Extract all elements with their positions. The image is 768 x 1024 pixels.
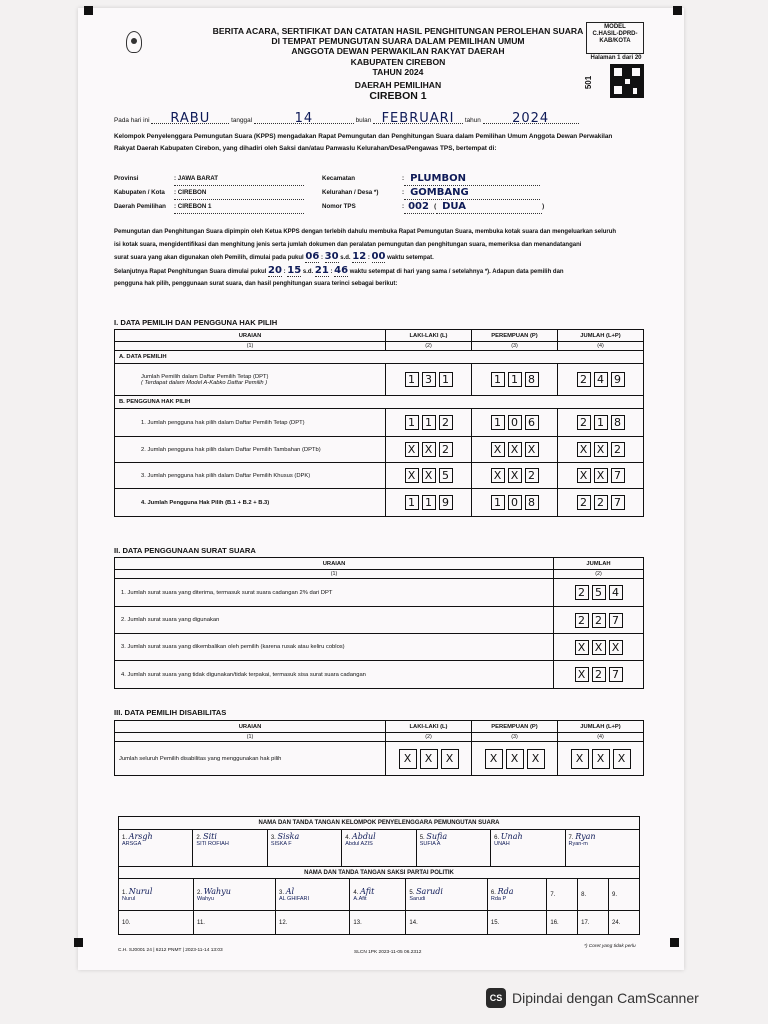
table-row: Jumlah Pemilih dalam Daftar Pemilih Tetap (DPT) ( Terdapat dalam Model A-Kabko Daftar Pemilih ) 1 3 1 1 1 8 2 4 9 [115, 364, 644, 396]
kpps-signature-row [119, 830, 640, 867]
month-field: FEBRUARI [373, 114, 463, 124]
digit-box: X [491, 442, 505, 457]
digit-box: 1 [439, 372, 453, 387]
digit-box: 5 [439, 468, 453, 483]
digit-box: 1 [422, 415, 436, 430]
table-row: 1. Jumlah pengguna hak pilih dalam Daftar Pemilih Tetap (DPT) 1 1 2 1 0 6 2 1 8 [115, 409, 644, 437]
digit-box: 1 [508, 372, 522, 387]
digit-box: 1 [405, 415, 419, 430]
digit-box: X [405, 442, 419, 457]
kpps-signature: 4. Abdul Abdul AZIS [342, 830, 416, 866]
table-row: 4. Jumlah Pengguna Hak Pilih (B.1 + B.2 + B.3) 1 1 9 1 0 8 2 2 7 [115, 489, 644, 517]
camscanner-logo-icon: CS [486, 988, 506, 1008]
date-field: 14 [254, 114, 354, 124]
digit-box: 6 [525, 415, 539, 430]
digit-box: 7 [611, 495, 625, 510]
footer-note: *) Coret yang tidak perlu [584, 944, 636, 949]
page-count: Halaman 1 dari 20 [590, 55, 642, 61]
disability-table: URAIAN LAKI-LAKI (L) PEREMPUAN (P) JUMLAH (L+P) (1) (2) (3) (4) Jumlah seluruh Pemilih disabilitas yang menggunakan hak pilih X X X X X X X X X [114, 720, 644, 776]
form-header: BERITA ACARA, SERTIFIKAT DAN CATATAN HASIL PENGHITUNGAN PEROLEHAN SUARA DI TEMPAT PEMUNGUTAN SUARA DALAM PEMILIHAN UMUM ANGGOTA DEWAN PERWAKILAN RAKYAT DAERAH KABUPATEN CIREBON TAHUN 2024 DAERAH PEMILIHAN CIREBON 1 [198, 26, 598, 103]
digit-box: 2 [575, 585, 589, 600]
digit-box: 2 [611, 442, 625, 457]
corner-marker [673, 6, 682, 15]
digit-box: X [613, 749, 631, 769]
voter-data-table: URAIAN LAKI-LAKI (L) PEREMPUAN (P) JUMLAH (L+P) (1) (2) (3) (4) A. DATA PEMILIH Jumlah Pemilih dalam Daftar Pemilih Tetap (DPT) ( Terdapat dalam Model A-Kabko Daftar Pemilih ) 1 3 1 1 1 8 2 4 9 B. PENGGUNA HAK PILIH 1. Jumlah pengguna hak pilih dalam Daftar Pemilih Tetap (DPT) 1 1 2 1 0 6 2 1 8 2. Jumlah pengguna hak pilih dalam Daftar Pemilih Tambahan (DPTb) X X 2 X X X X X 2 3. Jumlah pengguna hak pilih dalam Daftar Pemilih Khusus (DPK) X X 5 X X 2 X X 7 4. Jumlah Pengguna Hak Pilih (B.1 + B.2 + B.3) 1 1 9 1 0 8 2 2 7 [114, 329, 644, 517]
section-2-title: II. DATA PENGGUNAAN SURAT SUARA [114, 546, 256, 555]
saksi-signature: 2. Wahyu Wahyu [194, 879, 276, 911]
footer-center: SLCN 1PK 2023-11-05 06.2312 [354, 950, 422, 955]
digit-box: X [571, 749, 589, 769]
table-row: Jumlah seluruh Pemilih disabilitas yang menggunakan hak pilih X X X X X X X X X [115, 742, 644, 776]
digit-box: 2 [577, 415, 591, 430]
tps-words-field: DUA [436, 200, 542, 214]
digit-box: 1 [405, 372, 419, 387]
tps-number-field: 002 [404, 200, 434, 214]
digit-box: 2 [577, 495, 591, 510]
footer-left: C.H. SJ0001 24 | 6212 PNMT | 2023-11-14 13:03 [118, 948, 223, 953]
saksi-signature: 5. Sarudi Sarudi [406, 879, 488, 911]
digit-box: X [592, 749, 610, 769]
kecamatan-field: PLUMBON [404, 172, 540, 186]
table-row: 3. Jumlah surat suara yang dikembalikan oleh pemilih (karena rusak atau keliru coblos) X X X [115, 634, 644, 661]
saksi-signature-row [119, 879, 640, 911]
form-code: 501 [584, 75, 594, 90]
digit-box: 4 [594, 372, 608, 387]
digit-box: X [491, 468, 505, 483]
saksi-signature: 4. Afit A.Afit [350, 879, 406, 911]
date-line: Pada hari ini RABU tanggal 14 bulan FEBRUARI tahun 2024 [114, 114, 674, 125]
garuda-emblem-icon [126, 31, 142, 53]
section-1-title: I. DATA PEMILIH DAN PENGGUNA HAK PILIH [114, 318, 278, 327]
digit-box: X [527, 749, 545, 769]
digit-box: 7 [611, 468, 625, 483]
digit-box: 2 [592, 613, 606, 628]
day-field: RABU [151, 114, 229, 124]
digit-box: 5 [592, 585, 606, 600]
digit-box: 8 [525, 495, 539, 510]
digit-box: 0 [508, 415, 522, 430]
digit-box: 3 [422, 372, 436, 387]
corner-marker [74, 938, 83, 947]
digit-box: X [508, 468, 522, 483]
digit-box: X [577, 442, 591, 457]
digit-box: 2 [439, 442, 453, 457]
digit-box: 2 [594, 495, 608, 510]
saksi-signature: 9. [608, 879, 639, 911]
kelurahan-field: GOMBANG [404, 186, 540, 200]
digit-box: X [575, 640, 589, 655]
corner-marker [670, 938, 679, 947]
start-minute: 30 [324, 251, 339, 262]
kpps-signature: 2. Siti SITI ROFIAH [193, 830, 267, 866]
digit-box: X [405, 468, 419, 483]
qr-code-icon [610, 64, 644, 98]
corner-marker [84, 6, 93, 15]
document-page [78, 8, 684, 970]
year-field: 2024 [483, 114, 579, 124]
digit-box: X [399, 749, 417, 769]
saksi-signature: 3. Al AL GHIFARI [276, 879, 350, 911]
digit-box: 1 [405, 495, 419, 510]
digit-box: 8 [611, 415, 625, 430]
digit-box: 1 [491, 415, 505, 430]
digit-box: 2 [577, 372, 591, 387]
camscanner-watermark: CS Dipindai dengan CamScanner [486, 988, 699, 1008]
end-hour: 12 [352, 251, 367, 262]
table-row: 1. Jumlah surat suara yang diterima, termasuk surat suara cadangan 2% dari DPT 2 5 4 [115, 579, 644, 607]
digit-box: X [422, 468, 436, 483]
digit-box: 2 [592, 667, 606, 682]
saksi-signature: 6. Rda Rda P [487, 879, 546, 911]
table-row: 4. Jumlah surat suara yang tidak digunakan/tidak terpakai, termasuk sisa surat suara cadangan X 2 7 [115, 661, 644, 689]
saksi-signature: 1. Nurul Nurul [119, 879, 194, 911]
digit-box: X [594, 468, 608, 483]
digit-box: X [422, 442, 436, 457]
digit-box: 2 [439, 415, 453, 430]
kpps-signature: 6. Unah UNAH [491, 830, 565, 866]
digit-box: X [592, 640, 606, 655]
digit-box: 8 [525, 372, 539, 387]
table-row: 2. Jumlah pengguna hak pilih dalam Daftar Pemilih Tambahan (DPTb) X X 2 X X X X X 2 [115, 437, 644, 463]
digit-box: 4 [609, 585, 623, 600]
digit-box: X [525, 442, 539, 457]
kpps-signature: 1. Arsgh ARSGA [119, 830, 193, 866]
intro-paragraph: Kelompok Penyelenggara Pemungutan Suara (KPPS) mengadakan Rapat Pemungutan dan Penghitungan Suara dalam Pemilihan Umum Anggota Dewan Perwakilan Rakyat Daerah Kabupaten Cirebon, yang dihadiri oleh Saksi dan/atau Panwaslu Kelurahan/Desa/Pengawas TPS, bertempat di: [114, 133, 613, 152]
timing-paragraph: Pemungutan dan Penghitungan Suara dipimpin oleh Ketua KPPS dengan terlebih dahulu membuka Rapat Pemungutan Suara, membuka kotak suara dan mengeluarkan seluruh isi kotak suara, mengidentifikasi dan menghitung jenis serta jumlah dokumen dan peralatan pemungutan dan penghitungan suara, memeriksa dan menandatangani surat suara yang akan digunakan oleh Pemilih, dimulai pada pukul 06 : 30 s.d. 12 : 00 waktu setempat. Selanjutnya Rapat Penghitungan Suara dimulai pukul 20 : 15 s.d. 21 : 46 waktu setempat di hari yang sama / setelahnya *). Adapun data pemilih dan pengguna hak pilih, penggunaan surat suara, dan hasil penghitungan suara terinci sebagai berikut: [114, 229, 617, 287]
kpps-signature: 7. Ryan Ryan-m [568, 832, 596, 847]
digit-box: 7 [609, 667, 623, 682]
signature-table: NAMA DAN TANDA TANGAN KELOMPOK PENYELENGGARA PEMUNGUTAN SUARA 1. Arsgh ARSGA 2. Siti SITI ROFIAH 3. Siska SISKA F 4. Abdul Abdul AZIS 5. Sufia SUFIA A 6. Unah UNAH 7. Ryan Ryan-m NAMA DAN TANDA TANGAN SAKSI PARTAI POLITIK 1. Nurul Nurul 2. Wahyu Wahyu 3. Al AL GHIFARI 4. Afit A.Afit 5. Sarudi Sarudi 6. Rda Rda P 7. 8. 9. 10. 11. 12. 13. 14. 15. 16. 17. 24. [118, 816, 640, 935]
count-start-minute: 15 [287, 264, 302, 276]
ballot-usage-table: URAIAN JUMLAH (1) (2) 1. Jumlah surat suara yang diterima, termasuk surat suara cadangan 2% dari DPT 2 5 4 2. Jumlah surat suara yang digunakan 2 2 7 3. Jumlah surat suara yang dikembalikan oleh pemilih (karena rusak atau keliru coblos) X X X 4. Jumlah surat suara yang tidak digunakan/tidak terpakai, termasuk sisa surat suara cadangan X 2 7 [114, 557, 644, 689]
digit-box: 7 [609, 613, 623, 628]
daerah-title: CIREBON 1 [369, 90, 427, 103]
digit-box: 9 [439, 495, 453, 510]
table-row: 3. Jumlah pengguna hak pilih dalam Daftar Pemilih Khusus (DPK) X X 5 X X 2 X X 7 [115, 463, 644, 489]
digit-box: 0 [508, 495, 522, 510]
digit-box: X [594, 442, 608, 457]
location-block: Provinsi : JAWA BARAT Kecamatan : PLUMBON Kabupaten / Kota : CIREBON Kelurahan / Desa *) : GOMBANG Daerah Pemilihan : CIREBON 1 Nomor TPS : 002 ( DUA ) [114, 173, 545, 212]
digit-box: X [506, 749, 524, 769]
digit-box: 2 [525, 468, 539, 483]
digit-box: X [485, 749, 503, 769]
count-start-hour: 20 [268, 264, 282, 276]
table-row: 2. Jumlah surat suara yang digunakan 2 2 7 [115, 607, 644, 634]
digit-box: X [508, 442, 522, 457]
digit-box: X [577, 468, 591, 483]
section-3-title: III. DATA PEMILIH DISABILITAS [114, 708, 227, 717]
digit-box: 1 [594, 415, 608, 430]
count-end-minute: 46 [334, 264, 349, 276]
saksi-signature: 7. [547, 879, 578, 911]
digit-box: X [420, 749, 438, 769]
model-box: MODEL C.HASIL-DPRD- KAB/KOTA [586, 22, 644, 54]
digit-box: X [441, 749, 459, 769]
start-hour: 06 [305, 251, 320, 262]
digit-box: 2 [575, 613, 589, 628]
digit-box: 1 [491, 372, 505, 387]
saksi-signature-row: 10. 11. 12. 13. 14. 15. 16. 17. 24. [119, 911, 640, 935]
digit-box: 1 [491, 495, 505, 510]
digit-box: X [575, 667, 589, 682]
kpps-signature: 5. Sufia SUFIA A [417, 830, 491, 866]
saksi-signature: 8. [578, 879, 609, 911]
kpps-signature: 3. Siska SISKA F [268, 830, 342, 866]
end-minute: 00 [371, 251, 386, 262]
digit-box: 1 [422, 495, 436, 510]
digit-box: 9 [611, 372, 625, 387]
count-end-hour: 21 [314, 264, 329, 276]
digit-box: X [609, 640, 623, 655]
